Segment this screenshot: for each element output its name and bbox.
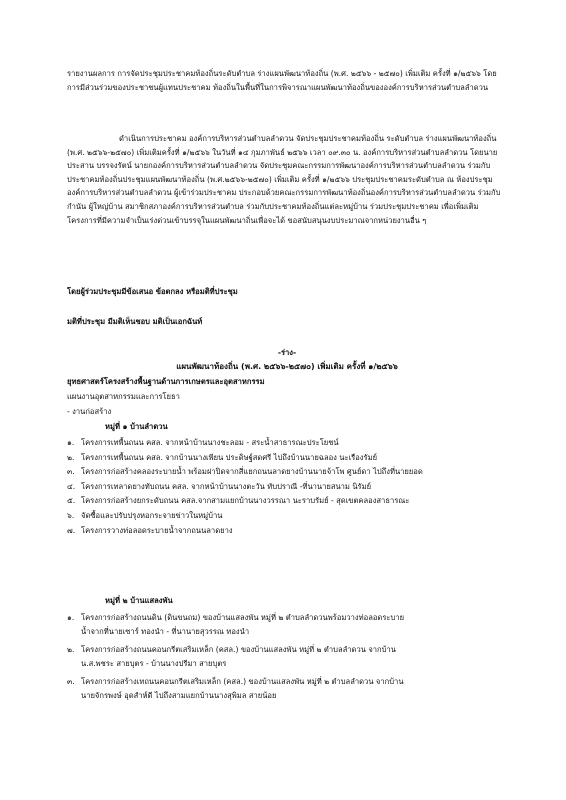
list-item: ๗. โครงการวางท่อลอดระบายน้ำจากถนนลาดยาง [67,525,233,535]
list-item: ๕. โครงการก่อสร้างยกระดับถนน คสล.จากสามแยกบ้านนางวรรณา นะราบรัมย์ - สุดเขตคลองสาธารณะ [67,496,410,506]
list-item: ๓. โครงการก่อสร้างเทถนนคอนกรีตเสริมเหล็ก (คสล.) ของบ้านแสลงพัน หมู่ที่ ๒ ตำบลลำดวน จากบ้าน นายจักรพงษ์ อุดสำห์ดี ไปถึงสามแยกบ้านนางสุพิมล สายน้อย [67,677,404,700]
list-item: ๒. โครงการเทพื้นถนน คสล. จากบ้านนางเพียน ประดิษฐ์สดศรี ไปถึงบ้านนายฉลอง นะเรืองรัมย์ [67,452,378,462]
list-item: ๔. โครงการเทลาดยางทับถนน คสล. จากหน้าบ้านนางตะวัน ทับปราณี -ที่นานายสนาม นิรัมย์ [67,481,372,491]
strategy-line: ยุทธศาสตร์โครงสร้างพื้นฐานด้านการเกษตรและอุตสาหกรรม [67,377,265,386]
meeting-paragraph [67,132,507,227]
intro-text: รายงานผลการ การจัดประชุมประชาคมท้องถิ่นระดับตำบล ร่างแผนพัฒนาท้องถิ่น (พ.ศ. ๒๕๖๖ - ๒๕๗๐) เพิ่มเติม ครั้งที่ ๑/๒๕๖๖ โดยการมีส่วนร่วมของประชาชนผู้แทนประชาคม ท้องถิ่นในพื้นที่ในการพิจารณาแผนพัฒนาท้องถิ่นขององค์การบริหารส่วนตำบลลำดวน [67,69,497,92]
list-item: ๖. จัดซื้อและปรับปรุงหอกระจายข่าวในหมู่บ้าน [67,510,223,520]
village-1-project-list [67,436,507,537]
list-item: ๒. โครงการก่อสร้างถนนคอนกรีตเสริมเหล็ก (คสล.) ของบ้านแสลงพัน หมู่ที่ ๒ ตำบลลำดวน จากบ้าน น.ส.พชระ สายบุตร - บ้านนางปรีมา สายบุตร [67,645,396,668]
meeting-text: ดำเนินการประชาคม องค์การบริหารส่วนตำบลลำดวน จัดประชุมประชาคมท้องถิ่น ระดับตำบล ร่างแผนพัฒนาท้องถิ่น (พ.ศ. ๒๕๖๖-๒๕๗๐) เพิ่มเติมครั้งที่ ๑/๒๕๖๖ ในวันที่ ๑๔ กุมภาพันธ์ ๒๕๖๖ เวลา ๐๙.๓๐ น. องค์การบริหารส่วนตำบลลำดวน โดยนายประสาน บรรจงรัตน์ นายกองค์การบริหารส่วนตำบลลำดวน จัดประชุมคณะกรรมการพัฒนาองค์การบริหารส่วนตำบลลำดวน ร่วมกับประชาคมท้องถิ่นประชุมแผนพัฒนาท้องถิ่น (พ.ศ.๒๕๖๖-๒๕๗๐) เพิ่มเติม ครั้งที่ ๑/๒๕๖๖ ประชุมประชาคมระดับตำบล ณ ห้องประชุมองค์การบริหารส่วนตำบลลำดวน ผู้เข้าร่วมประชาคม ประกอบด้วยคณะกรรมการพัฒนาท้องถิ่นองค์การบริหารส่วนตำบลลำดวน ร่วมกับกำนัน ผู้ใหญ่บ้าน สมาชิกสภาองค์การบริหารส่วนตำบล ร่วมกับประชาคมท้องถิ่นแต่ละหมู่บ้าน ร่วมประชุมประชาคม เพื่อเพิ่มเติมโครงการที่มีความจำเป็นเร่งด่วนเข้าบรรจุในแผนพัฒนาถิ่นเพื่อจะได้ ขอสนับสนุนงบประมาณจากหน่วยงานอื่น ๆ [67,134,501,225]
proposal-line: โดยผู้ร่วมประชุมมีข้อเสนอ ข้อตกลง หรือมติที่ประชุม [67,287,238,296]
list-item: ๓. โครงการก่อสร้างคลองระบายน้ำ พร้อมฝาปิดจากสี่แยกถนนลาดยางบ้านนายจ้าโพ ศูนย์ดา ไปถึงที่นายยอด [67,467,423,477]
list-item: ๑. โครงการก่อสร้างถนนดิน (ดินขนถม) ของบ้านแสลงพัน หมู่ที่ ๒ ตำบลลำดวนพร้อมวางท่อลอดระบาย น้ำจากที่นายเซาร์ ทองนำ - ที่นานายสุวรรณ ทองนำ [67,613,405,636]
plan-line: แผนงานอุตสาหกรรมและการโยธา [67,392,180,401]
list-item: ๑. โครงการเทพื้นถนน คสล. จากหน้าบ้านนางชะลอม - สระน้ำสาธารณะประโยชน์ [67,438,339,447]
village-2-heading: หมู่ที่ ๒ บ้านแสลงพัน [105,596,173,605]
draft-title: แผนพัฒนาท้องถิ่น (พ.ศ. ๒๕๖๖-๒๕๗๐) เพิ่มเติม ครั้งที่ ๑/๒๕๖๖ [176,362,398,371]
work-line: - งานก่อสร้าง [67,407,112,416]
intro-paragraph [67,67,507,94]
village-1-heading: หมู่ที่ ๑ บ้านลำดวน [105,422,168,431]
village-2-project-list [67,611,507,703]
resolution-line: มติที่ประชุม มีมติเห็นชอบ มติเป็นเอกฉันท์ [67,317,203,326]
draft-label: -ร่าง- [277,348,297,357]
